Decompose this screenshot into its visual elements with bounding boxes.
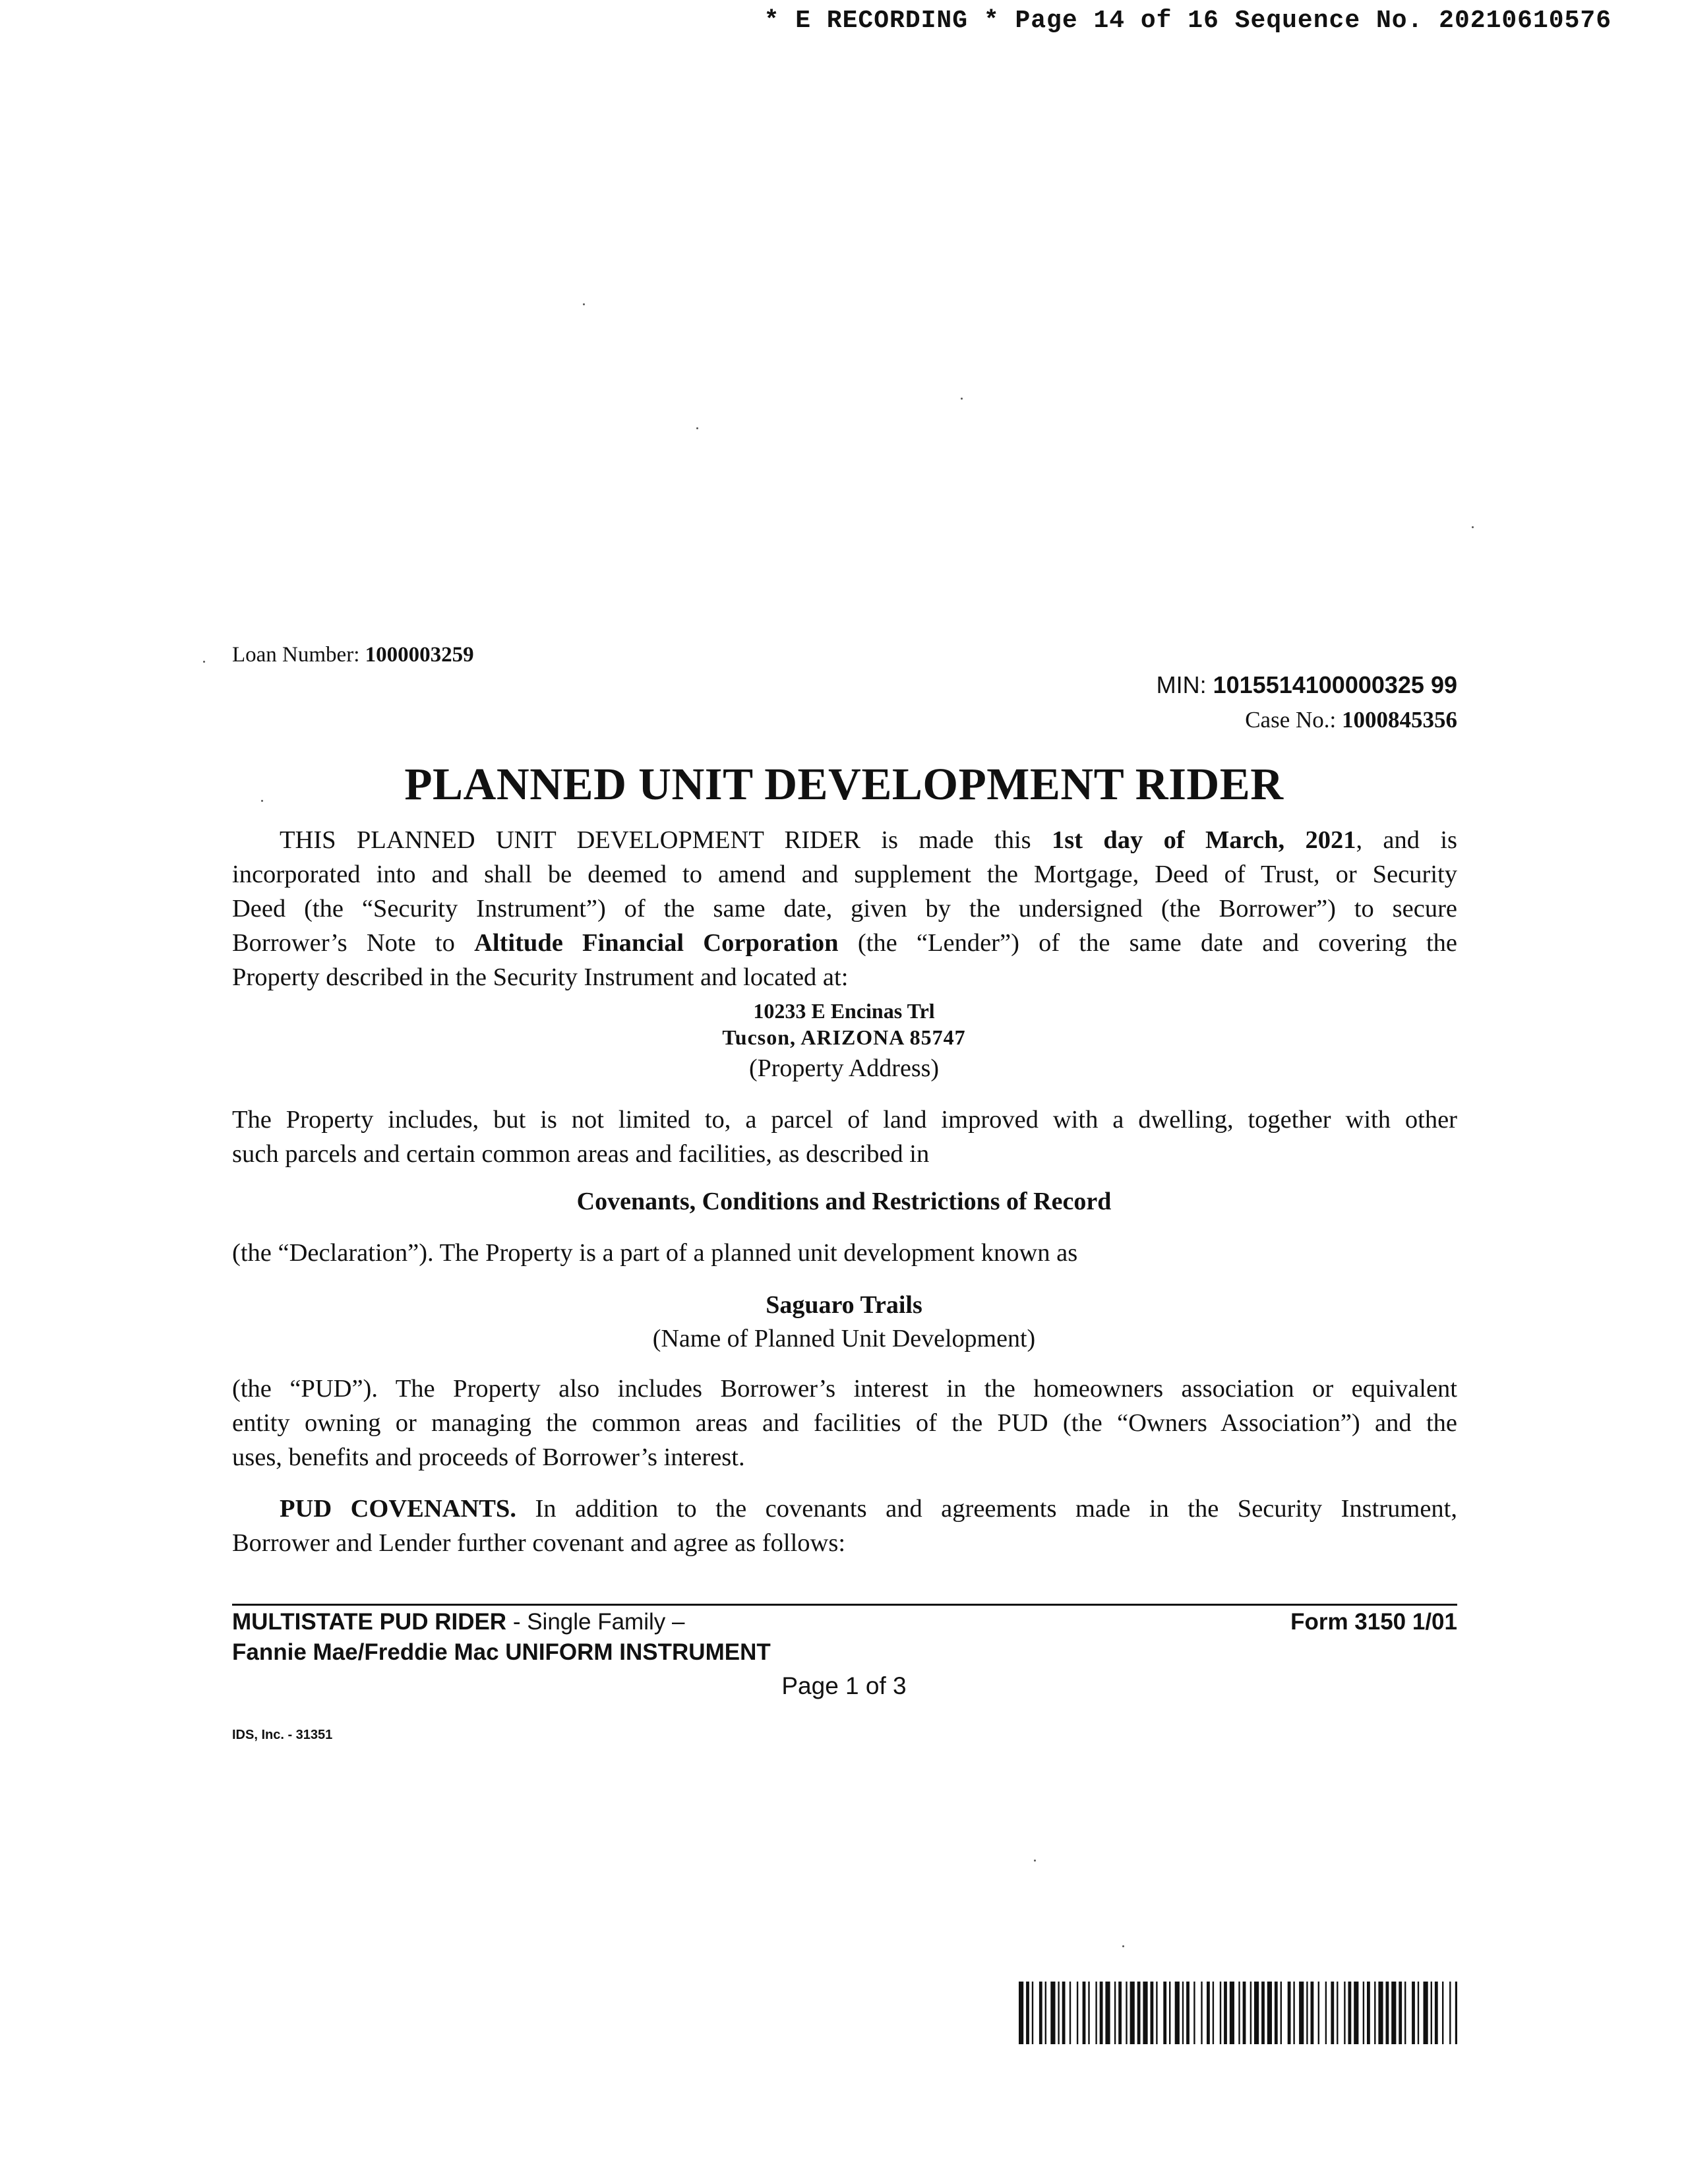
barcode-bar (1243, 1982, 1246, 2044)
barcode-bar (1201, 1982, 1202, 2044)
barcode-bar (1163, 1982, 1166, 2044)
barcode-bar (1261, 1982, 1265, 2044)
scan-speck (583, 303, 585, 305)
barcode-bar (1299, 1982, 1304, 2044)
property-address-line2: Tucson, ARIZONA 85747 (722, 1025, 966, 1049)
document-title: PLANNED UNIT DEVELOPMENT RIDER (404, 759, 1284, 809)
property-address-line1: 10233 E Encinas Trl (753, 999, 935, 1023)
barcode-bar (1435, 1982, 1438, 2044)
barcode-bar (1045, 1982, 1046, 2044)
barcode (1019, 1982, 1457, 2044)
covenants-line: Borrower and Lender further covenant and agree as follows: (232, 1529, 846, 1557)
barcode-bar (1275, 1982, 1278, 2044)
intro-line: incorporated into and shall be deemed to amend and supplement the Mortgage, Deed of Trust, or Security (232, 861, 1457, 888)
intro-line: Deed (the “Security Instrument”) of the same date, given by the undersigned (the Borrower”) to secure (232, 895, 1457, 923)
barcode-bar (1224, 1982, 1227, 2044)
barcode-bar (1077, 1982, 1078, 2044)
barcode-bar (1213, 1982, 1214, 2044)
declaration-name: Covenants, Conditions and Restrictions of Record (576, 1188, 1112, 1215)
barcode-bar (1442, 1982, 1443, 2044)
paragraph-line: entity owning or managing the common areas and facilities of the PUD (the “Owners Association”) and the (232, 1409, 1457, 1437)
paragraph-line: such parcels and certain common areas and facilities, as described in (232, 1140, 930, 1168)
barcode-bar (1318, 1982, 1319, 2044)
footer-page-number: Page 1 of 3 (781, 1672, 907, 1699)
barcode-bar (1032, 1982, 1033, 2044)
barcode-bar (1019, 1982, 1023, 2044)
rider-date: 1st day of March, 2021 (1052, 826, 1356, 854)
barcode-bar (1306, 1982, 1308, 2044)
barcode-bar (1100, 1982, 1103, 2044)
footer-form-number: Form 3150 1/01 (1290, 1609, 1457, 1635)
barcode-bar (1311, 1982, 1314, 2044)
recording-header: * E RECORDING * Page 14 of 16 Sequence No. 20210610576 (764, 7, 1612, 35)
scan-speck (1034, 1860, 1036, 1862)
barcode-bar (1230, 1982, 1234, 2044)
barcode-bar (1363, 1982, 1364, 2044)
barcode-bar (1105, 1982, 1110, 2044)
min-label: MIN: (1156, 671, 1207, 698)
barcode-bar (1058, 1982, 1059, 2044)
barcode-bar (1325, 1982, 1327, 2044)
barcode-bar (1267, 1982, 1272, 2044)
barcode-bar (1418, 1982, 1419, 2044)
scan-speck (203, 661, 205, 663)
barcode-bar (1331, 1982, 1334, 2044)
property-includes-paragraph (232, 1103, 1457, 1171)
scan-speck (961, 398, 963, 400)
property-address-caption: (Property Address) (748, 1054, 940, 1082)
covenants-text: In addition to the covenants and agreements made in the Security Instrument, (535, 1495, 1458, 1523)
barcode-bar (1374, 1982, 1375, 2044)
barcode-bar (1449, 1982, 1451, 2044)
paragraph-line: uses, benefits and proceeds of Borrower’s interest. (232, 1443, 745, 1471)
footer-instrument: Fannie Mae/Freddie Mac UNIFORM INSTRUMENT (232, 1639, 771, 1665)
barcode-bar (1062, 1982, 1066, 2044)
barcode-bar (1220, 1982, 1221, 2044)
barcode-bar (1391, 1982, 1396, 2044)
barcode-bar (1137, 1982, 1141, 2044)
barcode-bar (1186, 1982, 1190, 2044)
scan-speck (1472, 526, 1474, 528)
intro-line (232, 823, 1457, 857)
barcode-bar (1088, 1982, 1089, 2044)
pud-name: Saguaro Trails (766, 1291, 922, 1319)
min-value: 1015514100000325 99 (1213, 671, 1457, 698)
paragraph-line: (the “PUD”). The Property also includes Borrower’s interest in the homeowners association or equivalent (232, 1375, 1457, 1403)
barcode-bar (1354, 1982, 1358, 2044)
barcode-bar (1367, 1982, 1370, 2044)
barcode-bar (1114, 1982, 1116, 2044)
barcode-bar (1156, 1982, 1157, 2044)
pud-name-caption: (Name of Planned Unit Development) (652, 1325, 1036, 1352)
loan-number-label: Loan Number: (232, 643, 360, 667)
intro-text: THIS PLANNED UNIT DEVELOPMENT RIDER is made this (280, 826, 1031, 854)
intro-text: (the “Lender”) of the same date and covering the (857, 929, 1458, 957)
case-value: 1000845356 (1342, 707, 1457, 733)
barcode-bar (1254, 1982, 1259, 2044)
barcode-bar (1431, 1982, 1432, 2044)
barcode-bar (1344, 1982, 1345, 2044)
barcode-bar (1238, 1982, 1240, 2044)
loan-number-value: 1000003259 (365, 643, 474, 667)
intro-line: Property described in the Security Instrument and located at: (232, 963, 849, 991)
pud-paragraph (232, 1372, 1457, 1474)
intro-text: Borrower’s Note to (232, 929, 455, 957)
barcode-bar (1404, 1982, 1406, 2044)
barcode-bar (1378, 1982, 1383, 2044)
barcode-bar (1424, 1982, 1428, 2044)
barcode-bar (1455, 1982, 1457, 2044)
barcode-bar (1182, 1982, 1184, 2044)
scan-speck (261, 800, 263, 802)
barcode-bar (1070, 1982, 1071, 2044)
paragraph-line: The Property includes, but is not limited to, a parcel of land improved with a dwelling, together with other (232, 1106, 1457, 1134)
lender-name: Altitude Financial Corporation (474, 929, 839, 957)
declaration-line: (the “Declaration”). The Property is a part of a planned unit development known as (232, 1239, 1078, 1267)
barcode-bar (1039, 1982, 1042, 2044)
barcode-bar (1348, 1982, 1352, 2044)
covenants-heading: PUD COVENANTS. (280, 1495, 516, 1523)
footer-divider (232, 1604, 1457, 1606)
intro-text: , and is (1356, 826, 1457, 854)
pud-covenants-paragraph (232, 1492, 1457, 1560)
barcode-bar (1399, 1982, 1402, 2044)
barcode-bar (1130, 1982, 1135, 2044)
barcode-bar (1083, 1982, 1086, 2044)
barcode-bar (1050, 1982, 1055, 2044)
scan-speck (1122, 1945, 1124, 1947)
barcode-bar (1386, 1982, 1389, 2044)
barcode-bar (1026, 1982, 1029, 2044)
barcode-bar (1126, 1982, 1127, 2044)
barcode-bar (1288, 1982, 1291, 2044)
covenants-line (232, 1492, 1457, 1526)
footer-rider-bold: MULTISTATE PUD RIDER (232, 1609, 507, 1635)
barcode-bar (1207, 1982, 1210, 2044)
barcode-bar (1118, 1982, 1122, 2044)
footer-ids-code: IDS, Inc. - 31351 (232, 1728, 333, 1742)
barcode-bar (1337, 1982, 1338, 2044)
barcode-bar (1293, 1982, 1294, 2044)
scan-speck (696, 427, 698, 429)
case-label: Case No.: (1245, 707, 1337, 733)
case-number (1245, 707, 1457, 733)
barcode-bar (1281, 1982, 1282, 2044)
barcode-bar (1250, 1982, 1251, 2044)
loan-number (232, 643, 474, 667)
barcode-bar (1412, 1982, 1415, 2044)
intro-paragraph (232, 823, 1457, 994)
footer-rider-name (232, 1609, 684, 1635)
barcode-bar (1193, 1982, 1195, 2044)
barcode-bar (1095, 1982, 1097, 2044)
barcode-bar (1175, 1982, 1180, 2044)
min-number (1157, 671, 1457, 699)
intro-line (232, 926, 1457, 960)
barcode-bar (1143, 1982, 1147, 2044)
barcode-bar (1169, 1982, 1170, 2044)
footer-rider-rest: - Single Family – (506, 1609, 685, 1635)
barcode-bar (1151, 1982, 1154, 2044)
